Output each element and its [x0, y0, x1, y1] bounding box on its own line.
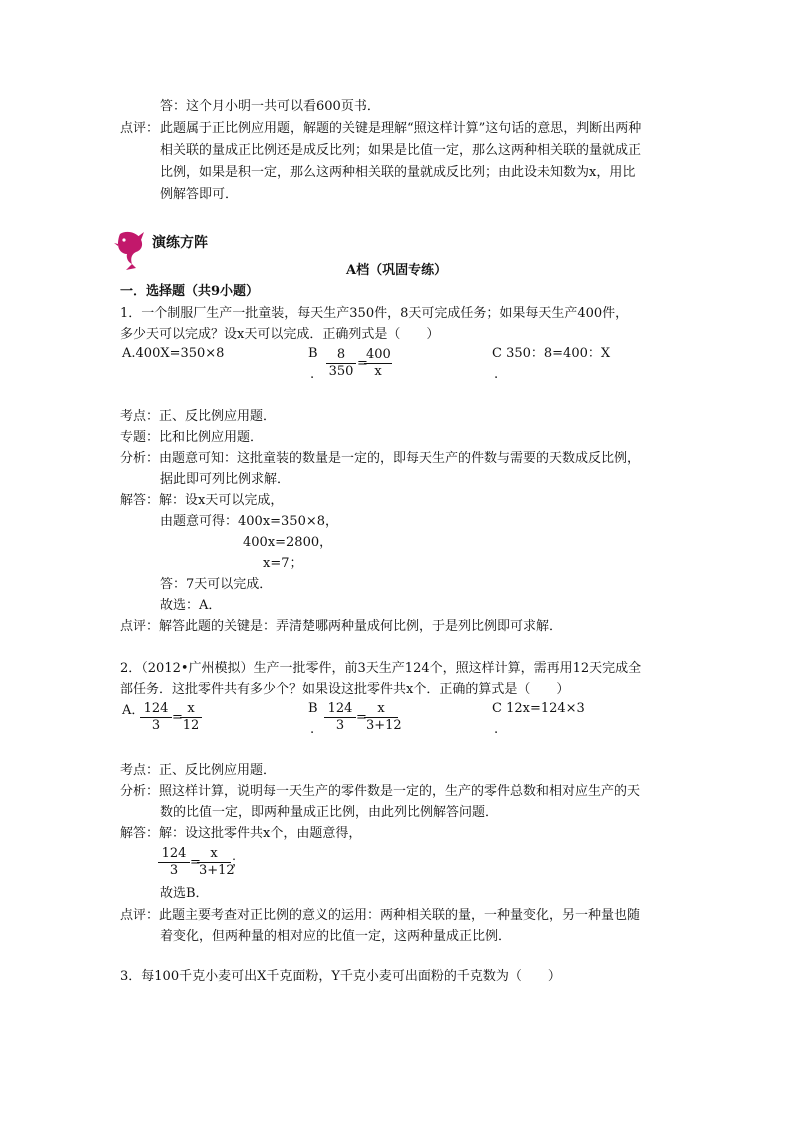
- q1-option-b-label: B: [308, 346, 318, 361]
- intro-comment-label: 点评：: [120, 121, 160, 136]
- q2-analysis: 数的比值一定，即两种量成正比例，由此列比例解答问题．: [160, 805, 499, 820]
- intro-comment-line: 例解答即可．: [160, 187, 239, 202]
- q2-option-b-frac2: [364, 701, 402, 734]
- q3-stem: 3．每100千克小麦可出X千克面粉，Y千克小麦可出面粉的千克数为（ ）: [120, 969, 561, 984]
- denominator: 3: [169, 863, 179, 878]
- q2-option-b-dot: .: [310, 722, 315, 737]
- q2-kaodian: 考点：正、反比例应用题．: [120, 763, 277, 778]
- q1-option-b-frac1: [326, 347, 356, 380]
- equals-sign: =: [190, 855, 201, 870]
- q2-analysis: 分析：照这样计算，说明每一天生产的零件数是一定的，生产的零件总数和相对应生产的天: [120, 784, 641, 799]
- q2-comment: 着变化，但两种量的相对应的比值一定，这两种量成正比例．: [160, 929, 512, 944]
- section-subtitle: A档（巩固专练）: [346, 263, 448, 278]
- denominator: 3+12: [199, 863, 235, 878]
- q1-zhuanti: 专题：比和比例应用题．: [120, 430, 264, 445]
- equation-end: ；: [231, 855, 245, 870]
- q1-option-b-dot: .: [310, 367, 315, 382]
- numerator: x: [364, 701, 398, 718]
- numerator: x: [180, 701, 202, 718]
- numerator: 124: [324, 701, 356, 718]
- q1-solution: 由题意可得：400x=350×8，: [160, 514, 339, 529]
- q1-solution: 解答：解：设x天可以完成，: [120, 493, 284, 508]
- q2-option-b-label: B: [308, 701, 318, 716]
- q2-option-a-label: A．: [122, 703, 145, 718]
- q1-stem: 多少天可以完成？设x天可以完成．正确列式是（ ）: [120, 327, 440, 342]
- q1-answer: 答：7天可以完成．: [160, 577, 273, 592]
- q1-option-c-dot: .: [494, 367, 499, 382]
- q2-equation-frac1: [158, 846, 190, 879]
- q2-option-a-frac1: [140, 701, 172, 734]
- intro-comment-line: 相关联的量成正比例还是成反比列；如果是比值一定，那么这两种相关联的量就成正: [160, 143, 642, 158]
- part-heading: 一．选择题（共9小题）: [120, 284, 260, 299]
- q2-comment: 点评：此题主要考查对正比例的意义的运用：两种相关联的量，一种量变化，另一种量也随: [120, 908, 641, 923]
- q1-solution: 400x=2800，: [243, 535, 333, 550]
- intro-comment-line: 此题属于正比例应用题，解题的关键是理解“照这样计算”这句话的意思，判断出两种: [160, 121, 642, 136]
- q1-solution: x=7；: [263, 556, 303, 571]
- q2-stem: 2．（2012•广州模拟）生产一批零件，前3天生产124个，照这样计算，需再用12天完成全: [120, 661, 642, 676]
- q1-choice: 故选：A．: [160, 598, 222, 613]
- q2-option-b-frac1: [324, 701, 356, 734]
- q1-stem: 1．一个制服厂生产一批童装，每天生产350件，8天可完成任务；如果每天生产400件，: [120, 306, 629, 321]
- q1-comment: 点评：解答此题的关键是：弄清楚哪两种量成何比例，于是列比例即可求解．: [120, 619, 563, 634]
- numerator: 124: [140, 701, 172, 718]
- denominator: 3+12: [366, 718, 402, 733]
- equals-sign: =: [357, 356, 368, 371]
- q2-choice: 故选B．: [160, 886, 209, 901]
- q2-option-c-dot: .: [494, 722, 499, 737]
- q1-analysis: 据此即可列比例求解．: [160, 472, 291, 487]
- intro-comment-line: 比例，如果是积一定，那么这两种相关联的量就成反比列；由此设未知数为x，用比: [160, 165, 636, 180]
- equals-sign: =: [356, 710, 367, 725]
- q2-option-c: C 12x=124×3: [492, 701, 585, 716]
- q1-kaodian: 考点：正、反比例应用题．: [120, 409, 277, 424]
- q2-stem: 部任务．这批零件共有多少个？如果设这批零件共x个．正确的算式是（ ）: [120, 682, 570, 697]
- q1-analysis: 分析：由题意可知：这批童装的数量是一定的，即每天生产的件数与需要的天数成反比例，: [120, 451, 641, 466]
- section-title: 演练方阵: [152, 235, 208, 251]
- equals-sign: =: [172, 710, 183, 725]
- numerator: 400: [366, 347, 391, 362]
- q1-option-b-frac2: [364, 347, 392, 380]
- dolphin-icon: [112, 228, 148, 272]
- intro-answer: 答：这个月小明一共可以看600页书．: [160, 99, 380, 114]
- q2-equation-frac2: [197, 846, 235, 879]
- denominator: 12: [182, 718, 200, 733]
- denominator: 3: [151, 718, 161, 733]
- denominator: 3: [335, 718, 345, 733]
- numerator: 124: [158, 846, 190, 863]
- denominator: x: [374, 364, 382, 379]
- numerator: 8: [326, 347, 356, 364]
- q2-option-a-frac2: [180, 701, 202, 734]
- q2-solution: 解答：解：设这批零件共x个，由题意得，: [120, 826, 362, 841]
- numerator: x: [197, 846, 231, 863]
- q1-option-a: A.400X=350×8: [122, 346, 225, 361]
- q1-option-c: C 350：8=400：X: [492, 346, 611, 361]
- denominator: 350: [328, 364, 354, 379]
